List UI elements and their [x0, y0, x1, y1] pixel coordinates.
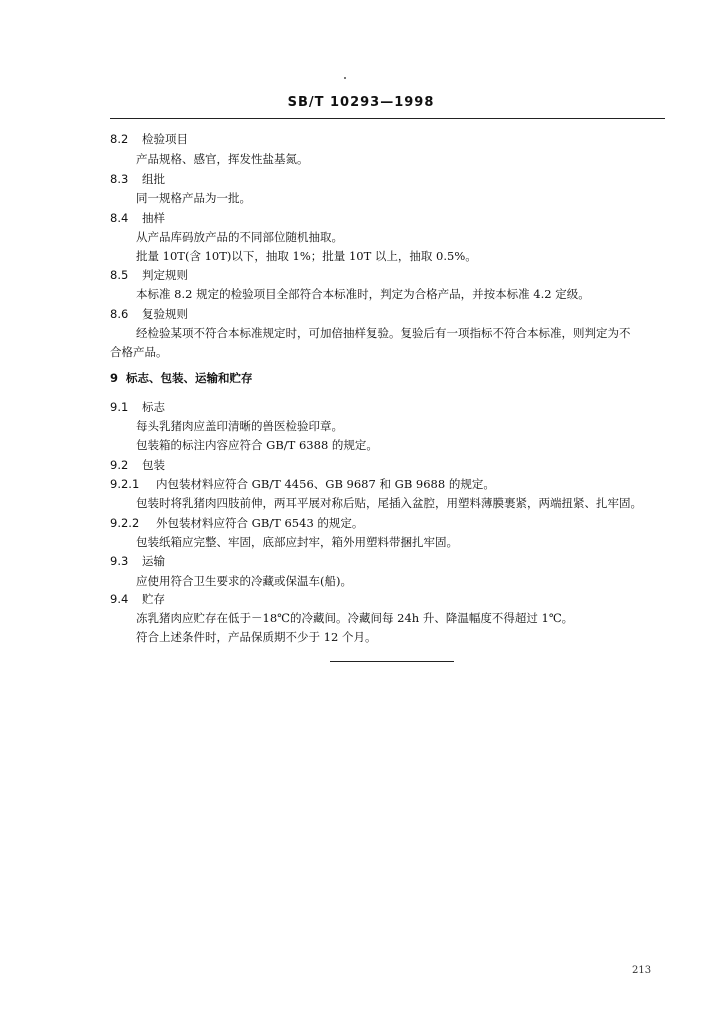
- section-title: 贮存: [142, 592, 165, 606]
- section-title: 包装: [142, 458, 165, 472]
- paragraph: 同一规格产品为一批。: [136, 191, 251, 205]
- section-number: 9.2: [110, 458, 129, 472]
- section-title: 运输: [142, 554, 165, 568]
- paragraph: 冻乳猪肉应贮存在低于－18℃的冷藏间。冷藏间每 24h 升、降温幅度不得超过 1℃。: [136, 611, 574, 625]
- section-number: 8.2: [110, 132, 129, 146]
- section-number: 9.3: [110, 554, 129, 568]
- paragraph: 经检验某项不符合本标准规定时，可加倍抽样复验。复验后有一项指标不符合本标准，则判定为不: [136, 326, 631, 340]
- section-title: 组批: [142, 172, 165, 186]
- paragraph: 批量 10T(含 10T)以下，抽取 1%；批量 10T 以上，抽取 0.5%。: [136, 249, 477, 263]
- subsection-number: 9.2.1: [110, 477, 140, 491]
- scan-speck: [344, 77, 346, 79]
- paragraph: 产品规格、感官，挥发性盐基氮。: [136, 152, 309, 166]
- paragraph: 应使用符合卫生要求的冷藏或保温车(船)。: [136, 574, 352, 588]
- section-title: 标志: [142, 400, 165, 414]
- paragraph: 符合上述条件时，产品保质期不少于 12 个月。: [136, 630, 377, 644]
- paragraph: 合格产品。: [110, 345, 168, 359]
- standard-code-header: SB/T 10293—1998: [287, 95, 435, 110]
- paragraph: 包装箱的标注内容应符合 GB/T 6388 的规定。: [136, 438, 378, 452]
- subsection-number: 9.2.2: [110, 516, 140, 530]
- section-title: 判定规则: [142, 268, 188, 282]
- section-number: 8.5: [110, 268, 129, 282]
- section-number: 9.4: [110, 592, 129, 606]
- paragraph: 每头乳猪肉应盖印清晰的兽医检验印章。: [136, 419, 343, 433]
- page-number: 213: [632, 965, 652, 976]
- header-rule: [110, 118, 665, 119]
- end-rule: [330, 661, 454, 662]
- section-title: 检验项目: [142, 132, 188, 146]
- section-title: 抽样: [142, 211, 165, 225]
- section-title: 复验规则: [142, 307, 188, 321]
- chapter-number: 9: [110, 371, 119, 385]
- paragraph: 内包装材料应符合 GB/T 4456、GB 9687 和 GB 9688 的规定。: [156, 477, 495, 491]
- section-number: 9.1: [110, 400, 129, 414]
- paragraph: 外包装材料应符合 GB/T 6543 的规定。: [156, 516, 364, 530]
- paragraph: 包装时将乳猪肉四肢前伸，两耳平展对称后贴，尾插入盆腔，用塑料薄膜裹紧，两端扭紧、扎牢固。: [136, 496, 642, 510]
- section-number: 8.4: [110, 211, 129, 225]
- section-number: 8.3: [110, 172, 129, 186]
- paragraph: 本标准 8.2 规定的检验项目全部符合本标准时，判定为合格产品，并按本标准 4.2 定级。: [136, 287, 590, 301]
- paragraph: 从产品库码放产品的不同部位随机抽取。: [136, 230, 343, 244]
- paragraph: 包装纸箱应完整、牢固，底部应封牢，箱外用塑料带捆扎牢固。: [136, 535, 458, 549]
- section-number: 8.6: [110, 307, 129, 321]
- chapter-title: 标志、包装、运输和贮存: [126, 371, 253, 385]
